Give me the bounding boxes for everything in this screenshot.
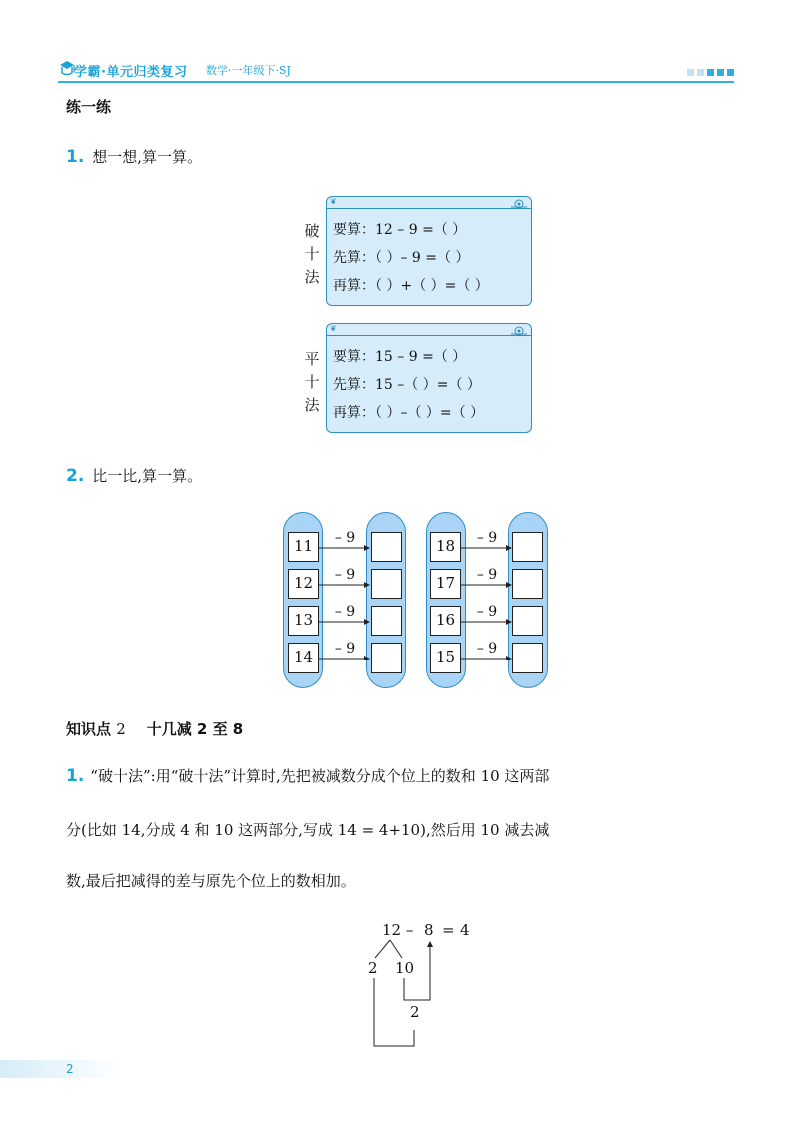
number-box: 15 xyxy=(430,643,461,673)
answer-box[interactable] xyxy=(371,606,402,636)
question-2 xyxy=(66,465,202,486)
answer-box[interactable] xyxy=(371,643,402,673)
operation-label: – 9 xyxy=(334,530,356,546)
brand-title: 学霸·单元归类复习 xyxy=(74,65,188,80)
question-text: 想一想,算一算。 xyxy=(92,148,203,166)
number-box: 12 xyxy=(288,569,319,599)
explanation-line-1: 1. “破十法”:用“破十法”计算时,先把被减数分成个位上的数和 10 这两部 xyxy=(66,766,550,786)
section-title: 练一练 xyxy=(66,98,112,116)
header-decoration xyxy=(687,69,734,76)
answer-box[interactable] xyxy=(512,643,543,673)
method-label-ping-shi: 平 十 法 xyxy=(304,350,320,414)
leaf-icon: ❦ xyxy=(330,324,337,333)
diagram-equals: = xyxy=(442,921,455,939)
operation-label: – 9 xyxy=(334,641,356,657)
number-box: 13 xyxy=(288,606,319,636)
item-number: 1. xyxy=(66,766,85,786)
explanation-line-2: 分(比如 14,分成 4 和 10 这两部分,写成 14 = 4+10),然后用 10 减去减 xyxy=(66,821,550,839)
difference-value: 2 xyxy=(410,1003,420,1021)
decomposition-lines xyxy=(362,938,442,1050)
operation-label: – 9 xyxy=(334,604,356,620)
operation-label: – 9 xyxy=(476,530,498,546)
question-number: 2. xyxy=(66,466,85,486)
answer-box[interactable] xyxy=(512,569,543,599)
equation-line: 再算：（ ）+（ ）=（ ） xyxy=(333,278,489,294)
operation-label: – 9 xyxy=(476,604,498,620)
snail-icon xyxy=(510,198,528,208)
operation-label: – 9 xyxy=(334,567,356,583)
number-box: 18 xyxy=(430,532,461,562)
number-box: 17 xyxy=(430,569,461,599)
explanation-line-3: 数,最后把减得的差与原先个位上的数相加。 xyxy=(66,872,356,890)
method-label-po-shi: 破 十 法 xyxy=(304,222,320,286)
subject-label: 数学·一年级下·SJ xyxy=(206,64,291,77)
equation-line: 要算：15 – 9 =（ ） xyxy=(333,349,467,365)
leaf-icon: ❦ xyxy=(330,197,337,206)
footer-bar xyxy=(0,1060,120,1078)
number-box: 16 xyxy=(430,606,461,636)
number-box: 14 xyxy=(288,643,319,673)
operation-label: – 9 xyxy=(476,641,498,657)
split-ones: 2 xyxy=(368,959,378,977)
question-1 xyxy=(66,146,202,167)
operation-label: – 9 xyxy=(476,567,498,583)
question-text: 比一比,算一算。 xyxy=(92,467,203,485)
page-header xyxy=(58,56,734,86)
equation-line: 再算：（ ）–（ ）=（ ） xyxy=(333,405,485,421)
answer-box[interactable] xyxy=(371,569,402,599)
equation-line: 要算：12 – 9 =（ ） xyxy=(333,222,467,238)
equation-line: 先算：（ ）– 9 =（ ） xyxy=(333,250,470,266)
header-rule xyxy=(58,81,734,83)
po-shi-fa-panel xyxy=(326,196,532,306)
answer-box[interactable] xyxy=(371,532,402,562)
page-number: 2 xyxy=(66,1062,74,1076)
answer-box[interactable] xyxy=(512,532,543,562)
answer-box[interactable] xyxy=(512,606,543,636)
split-ten: 10 xyxy=(395,959,415,977)
diagram-minuend: 12 – xyxy=(382,921,414,939)
number-box: 11 xyxy=(288,532,319,562)
question-number: 1. xyxy=(66,147,85,167)
diagram-subtrahend: 8 xyxy=(424,921,434,939)
diagram-result: 4 xyxy=(460,921,470,939)
knowledge-point-title: 知识点 2 十几减 2 至 8 xyxy=(66,720,244,738)
snail-icon xyxy=(510,325,528,335)
ping-shi-fa-panel xyxy=(326,323,532,433)
equation-line: 先算：15 –（ ）=（ ） xyxy=(333,377,481,393)
